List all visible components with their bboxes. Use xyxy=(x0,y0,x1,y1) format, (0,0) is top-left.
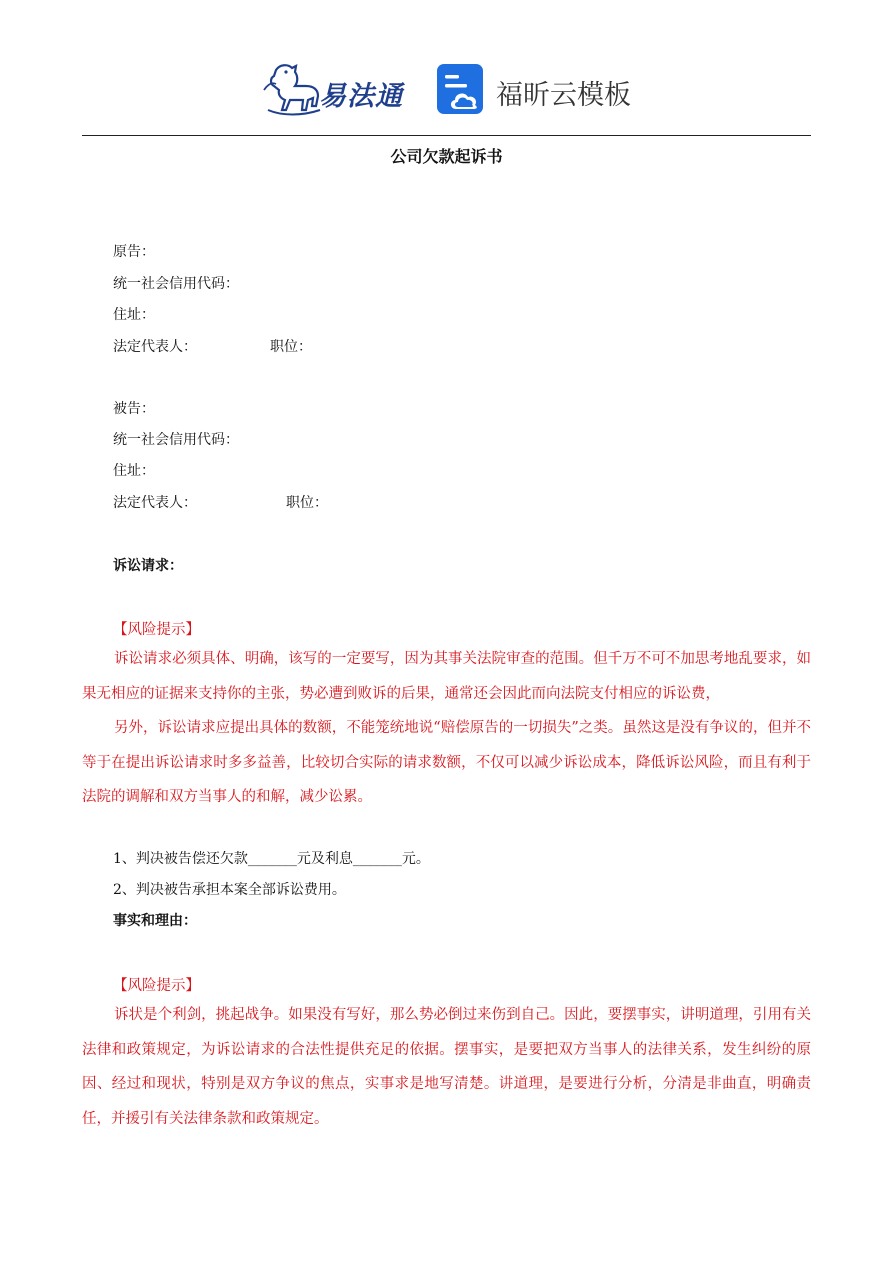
yifatong-logo-text: 易法通 xyxy=(319,81,403,112)
plaintiff-position-label: 职位： xyxy=(270,339,312,355)
defendant-label: 被告： xyxy=(113,401,155,417)
defendant-address-label: 住址： xyxy=(113,463,155,479)
defendant-position-label: 职位： xyxy=(286,495,328,511)
claims-risk-paragraph-2: 另外，诉讼请求应提出具体的数额，不能笼统地说“赔偿原告的一切损失”之类。虽然这是没有争议的，但并不等于在提出诉讼请求时多多益善，比较切合实际的请求数额，不仅可以减少诉讼成本，降低诉讼风险，而且有利于法院的调解和双方当事人的和解，减少讼累。 xyxy=(82,720,811,805)
document-title: 公司欠款起诉书 xyxy=(390,147,503,166)
defendant-credit-code-label: 统一社会信用代码： xyxy=(113,432,239,448)
defendant-representative-label: 法定代表人： xyxy=(113,495,197,511)
header-divider xyxy=(82,135,811,136)
facts-risk-tag: 【风险提示】 xyxy=(113,978,200,994)
facts-heading: 事实和理由： xyxy=(113,913,197,929)
plaintiff-representative-label: 法定代表人： xyxy=(113,339,197,355)
foxit-template-logo-text: 福昕云模板 xyxy=(496,80,631,111)
page-header xyxy=(0,58,893,122)
claims-risk-tag: 【风险提示】 xyxy=(113,622,200,638)
claims-heading: 诉讼请求： xyxy=(113,558,183,574)
plaintiff-credit-code-label: 统一社会信用代码： xyxy=(113,276,239,292)
claims-risk-paragraph-1: 诉讼请求必须具体、明确，该写的一定要写，因为其事关法院审查的范围。但千万不可不加思考地乱要求，如果无相应的证据来支持你的主张，势必遭到败诉的后果，通常还会因此而向法院支付相应的诉讼费， xyxy=(82,651,811,702)
facts-risk-paragraph: 诉状是个利剑，挑起战争。如果没有写好，那么势必倒过来伤到自己。因此，要摆事实，讲明道理，引用有关法律和政策规定，为诉讼请求的合法性提供充足的依据。摆事实，是要把双方当事人的法律关系，发生纠纷的原因、经过和现状，特别是双方争议的焦点，实事求是地写清楚。讲道理，是要进行分析，分清是非曲直，明确责任，并援引有关法律条款和政策规定。 xyxy=(82,1007,811,1127)
horse-icon xyxy=(262,60,324,118)
cloud-document-icon xyxy=(436,63,486,115)
foxit-template-logo xyxy=(436,63,636,115)
plaintiff-address-label: 住址： xyxy=(113,307,155,323)
plaintiff-label: 原告： xyxy=(113,244,155,260)
claim-item-1: 1、判决被告偿还欠款_______元及利息_______元。 xyxy=(113,851,430,867)
yifatong-logo xyxy=(262,60,412,118)
claim-item-2: 2、判决被告承担本案全部诉讼费用。 xyxy=(113,882,346,898)
